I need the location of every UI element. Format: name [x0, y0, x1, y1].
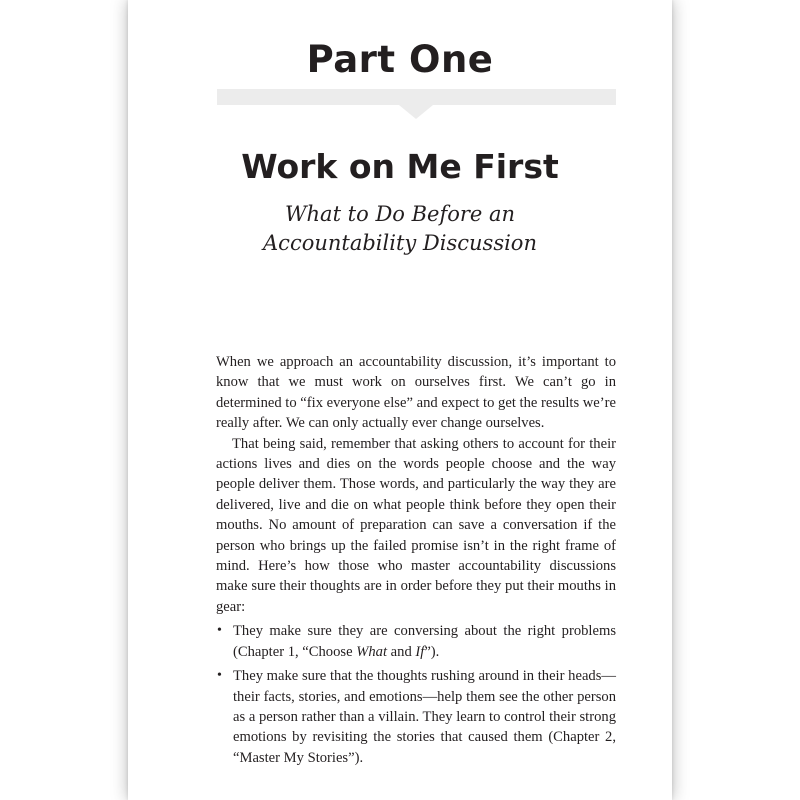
body-text [216, 352, 616, 772]
bullet-icon: • [217, 668, 222, 684]
paragraph-1: When we approach an accountability discussion, it’s important to know that we must work on ourselves first. We can’t go in determined to “fix everyone else” and expect to get the results we’re really after. We can only actually ever change ourselves. [216, 354, 616, 432]
chapter-subtitle [128, 200, 672, 258]
paragraph-2: That being said, remember that asking others to account for their actions lives and dies on the words people choose and the way people deliver them. Those words, and particularly the way they are delivered, live and die on what people think before they open their mouths. No amount of preparation can save a conversation if the person who brings up the failed promise isn’t in the right frame of mind. Here’s how those who master accountability discussions make sure their thoughts are in order before they put their mouths in gear: [216, 435, 616, 615]
bullet-1-text-b: and [387, 643, 416, 660]
subtitle-line-1: What to Do Before an [284, 202, 516, 226]
book-page [128, 0, 672, 800]
bullet-1-emphasis-what: What [356, 643, 388, 660]
part-title: Part One [306, 38, 494, 81]
bullet-1-emphasis-if: If [415, 643, 425, 660]
divider-arrow-icon [399, 105, 433, 119]
bullet-2-text: They make sure that the thoughts rushing around in their heads—their facts, stories, and emotions—help them see the other person as a person rather than a villain. They learn to control their strong emotions by revisiting the stories that caused them (Chapter 2, “Master My Stories”). [233, 668, 616, 766]
bullet-item-1 [216, 621, 616, 662]
bullet-list [216, 621, 616, 768]
chapter-title: Work on Me First [241, 147, 559, 186]
bullet-1-text-a: They make sure they are conversing about the right problems (Chapter 1, “Choose [233, 623, 616, 660]
bullet-item-2 [216, 666, 616, 768]
subtitle-line-2: Accountability Discussion [263, 231, 537, 255]
bullet-icon: • [217, 623, 222, 639]
bullet-1-text-c: ”). [424, 643, 440, 660]
part-divider-banner [217, 89, 616, 105]
